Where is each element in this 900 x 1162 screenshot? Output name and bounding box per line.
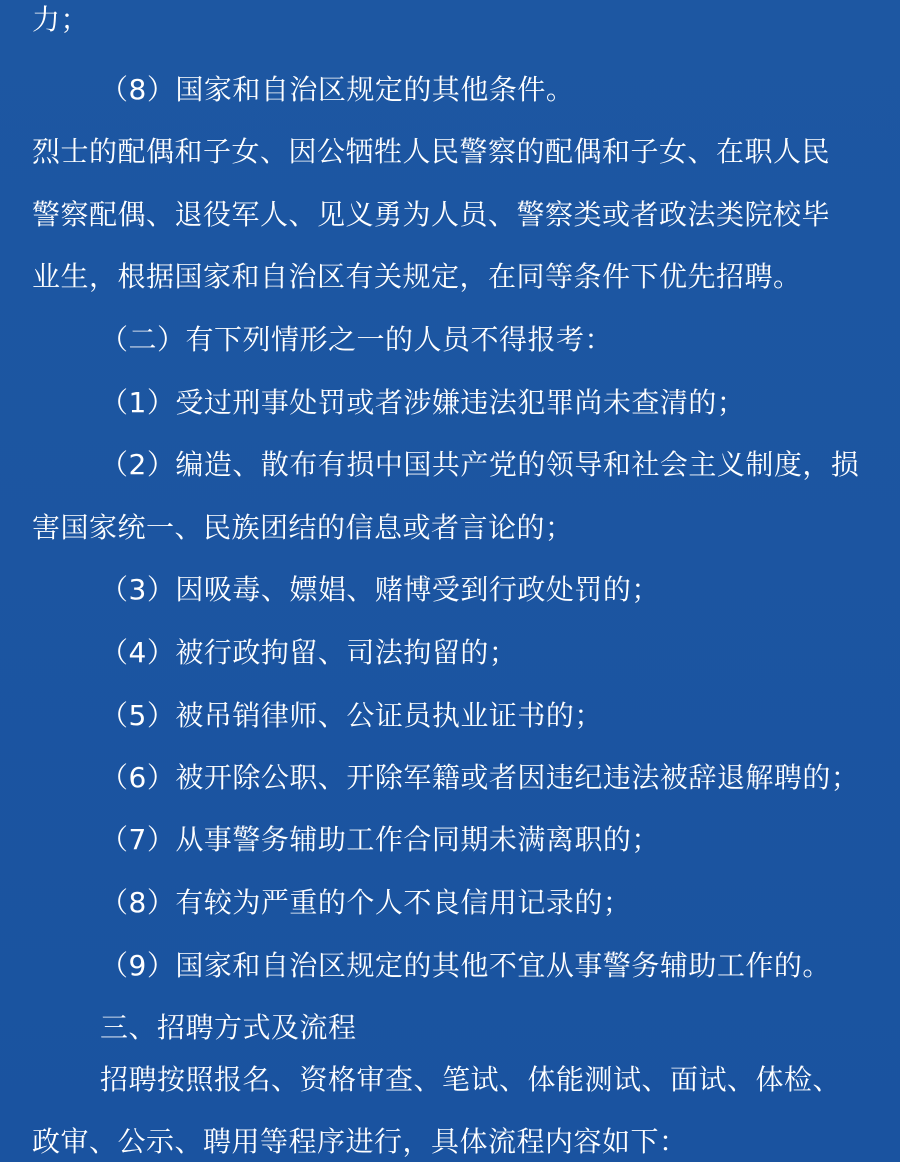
text-line: （4）被行政拘留、司法拘留的； [100, 636, 518, 669]
text-line: （3）因吸毒、嫖娼、赌博受到行政处罚的； [100, 573, 660, 606]
text-line: （8）国家和自治区规定的其他条件。 [100, 73, 575, 106]
text-line: 害国家统一、民族团结的信息或者言论的； [32, 511, 574, 544]
text-line: 业生，根据国家和自治区有关规定，在同等条件下优先招聘。 [32, 260, 802, 293]
text-line: （8）有较为严重的个人不良信用记录的； [100, 886, 632, 919]
text-line: 政审、公示、聘用等程序进行，具体流程内容如下： [32, 1125, 688, 1158]
section-heading: 三、招聘方式及流程 [100, 1011, 357, 1044]
text-line: （6）被开除公职、开除军籍或者因违纪违法被辞退解聘的； [100, 761, 860, 794]
section-heading: （二）有下列情形之一的人员不得报考： [100, 323, 614, 356]
text-line: 警察配偶、退役军人、见义勇为人员、警察类或者政法类院校毕 [32, 198, 831, 231]
text-line: （5）被吊销律师、公证员执业证书的； [100, 699, 603, 732]
text-line: （2）编造、散布有损中国共产党的领导和社会主义制度，损 [100, 448, 860, 481]
text-line: （7）从事警务辅助工作合同期未满离职的； [100, 823, 660, 856]
text-line: （9）国家和自治区规定的其他不宜从事警务辅助工作的。 [100, 949, 831, 982]
text-line: 招聘按照报名、资格审查、笔试、体能测试、面试、体检、 [100, 1063, 842, 1096]
text-line: （1）受过刑事处罚或者涉嫌违法犯罪尚未查清的； [100, 386, 746, 419]
text-line: 力； [32, 3, 90, 36]
text-line: 烈士的配偶和子女、因公牺牲人民警察的配偶和子女、在职人民 [32, 135, 831, 168]
